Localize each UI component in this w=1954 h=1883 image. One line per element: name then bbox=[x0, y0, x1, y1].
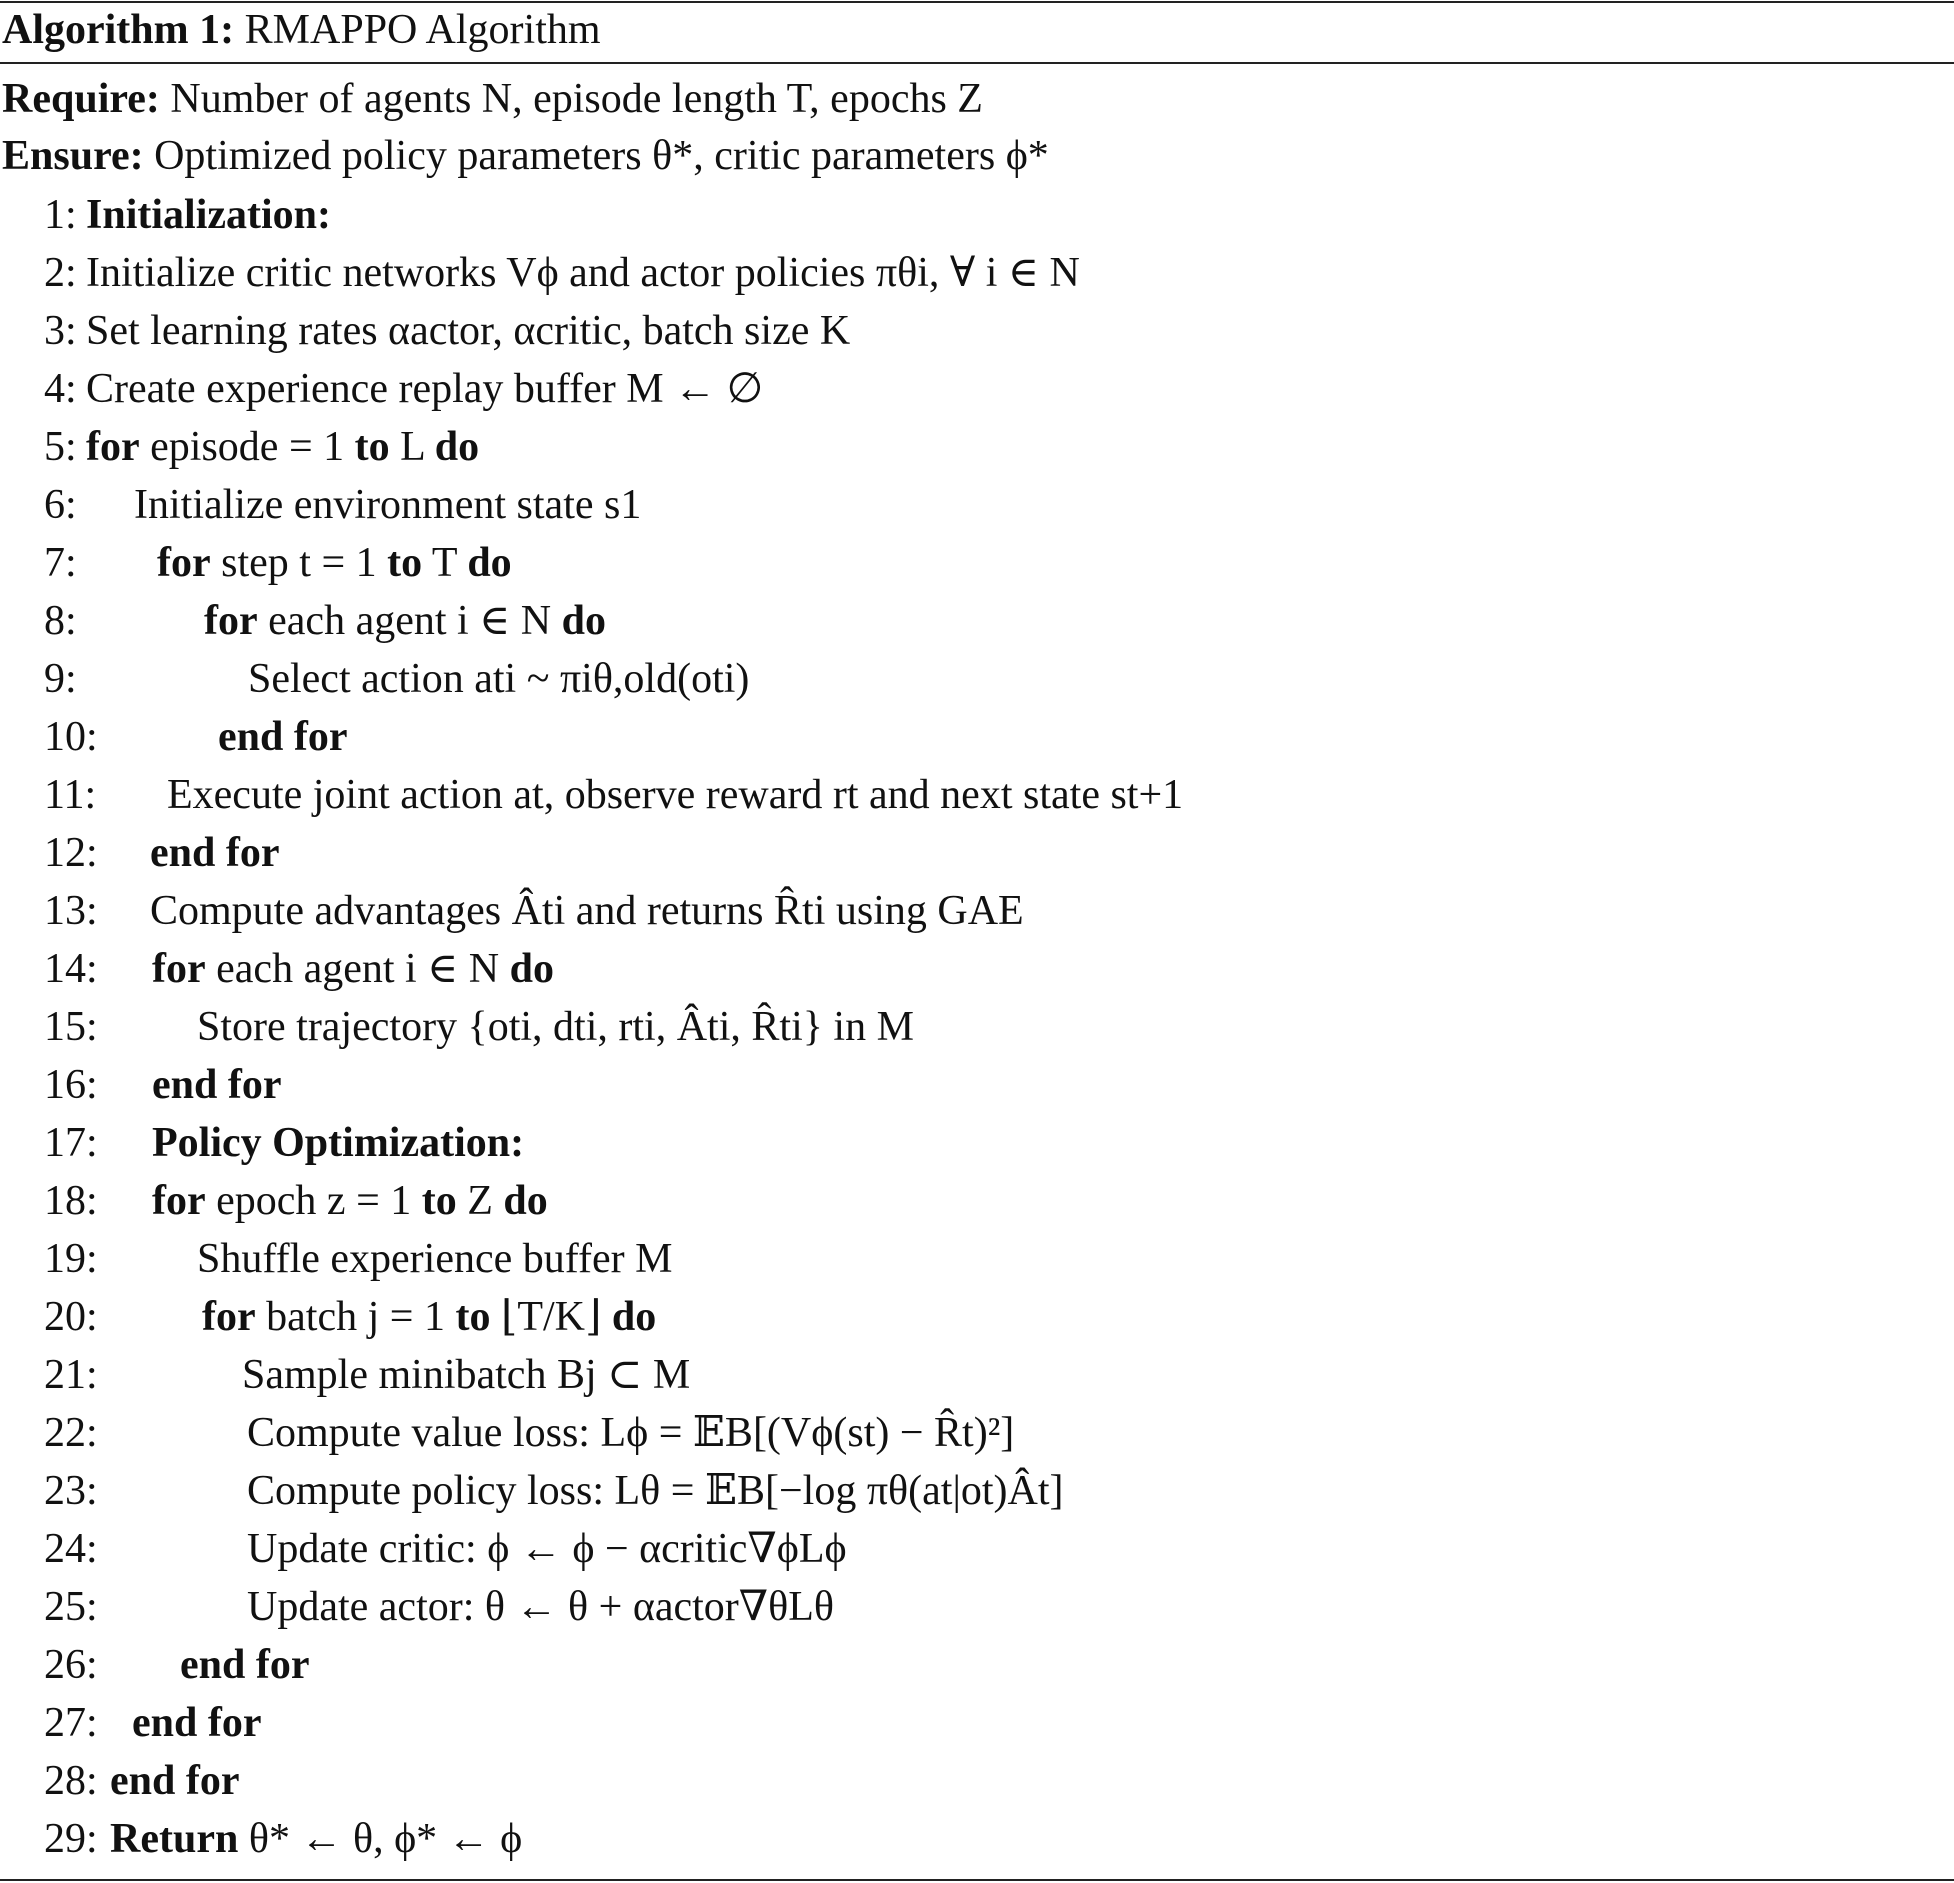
line-content bbox=[86, 244, 1080, 302]
require-label: Require: bbox=[2, 76, 160, 122]
statement-text: Set learning rates αactor, αcritic, batch size K bbox=[86, 308, 851, 354]
keyword: for bbox=[204, 598, 258, 644]
keyword: end for bbox=[152, 1062, 282, 1108]
line-content bbox=[204, 592, 606, 650]
keyword: do bbox=[611, 1294, 657, 1340]
keyword: do bbox=[434, 424, 480, 470]
keyword: Return bbox=[110, 1816, 239, 1862]
statement-text: each agent i ∈ N bbox=[268, 598, 552, 644]
line-number: 10: bbox=[44, 714, 98, 760]
ensure-text: Optimized policy parameters θ*, critic parameters ϕ* bbox=[154, 133, 1049, 179]
line-number: 28: bbox=[44, 1758, 98, 1804]
line-content bbox=[157, 534, 512, 592]
statement-text: Store trajectory {oti, dti, rti, Âti, R̂ti} in M bbox=[197, 1004, 914, 1050]
keyword: to bbox=[387, 540, 423, 586]
keyword: end for bbox=[132, 1700, 262, 1746]
line-number: 23: bbox=[44, 1468, 98, 1514]
line-number: 13: bbox=[44, 888, 98, 934]
line-number: 1: bbox=[44, 192, 77, 238]
statement-text: T bbox=[431, 540, 457, 586]
keyword: to bbox=[421, 1178, 457, 1224]
statement-text: Compute policy loss: Lθ = 𝔼B[−log πθ(at|ot)Ât] bbox=[247, 1468, 1064, 1514]
line-number: 4: bbox=[44, 366, 77, 412]
line-number: 12: bbox=[44, 830, 98, 876]
line-content bbox=[247, 1404, 1014, 1462]
line-content bbox=[86, 186, 331, 244]
line-content bbox=[86, 418, 479, 476]
line-number: 8: bbox=[44, 598, 77, 644]
statement-text: Compute advantages Âti and returns R̂ti using GAE bbox=[150, 888, 1024, 934]
algorithm-title: RMAPPO Algorithm bbox=[244, 7, 601, 53]
line-content bbox=[150, 824, 280, 882]
keyword: end for bbox=[218, 714, 348, 760]
statement-text: Sample minibatch Bj ⊂ M bbox=[242, 1352, 691, 1398]
line-content bbox=[247, 1578, 834, 1636]
keyword: for bbox=[202, 1294, 256, 1340]
keyword: do bbox=[467, 540, 512, 586]
line-number: 5: bbox=[44, 424, 77, 470]
statement-text: Select action ati ~ πiθ,old(oti) bbox=[248, 656, 750, 702]
statement-text: Execute joint action at, observe reward rt and next state st+1 bbox=[167, 772, 1184, 818]
line-content bbox=[86, 360, 763, 418]
statement-text: L bbox=[400, 424, 425, 470]
statement-text: Z bbox=[467, 1178, 493, 1224]
keyword: do bbox=[509, 946, 554, 992]
line-content bbox=[197, 1230, 672, 1288]
statement-text: Update actor: θ ← θ + αactor∇θLθ bbox=[247, 1584, 834, 1630]
line-content bbox=[197, 998, 914, 1056]
keyword: do bbox=[503, 1178, 548, 1224]
line-number: 18: bbox=[44, 1178, 98, 1224]
line-content bbox=[248, 650, 749, 708]
line-content bbox=[167, 766, 1183, 824]
require-line bbox=[2, 70, 983, 128]
line-content bbox=[152, 1172, 548, 1230]
line-number: 7: bbox=[44, 540, 77, 586]
statement-text: ⌊T/K⌋ bbox=[500, 1294, 602, 1340]
bottom-rule bbox=[0, 1879, 1954, 1881]
keyword: to bbox=[455, 1294, 491, 1340]
statement-text: Create experience replay buffer M ← ∅ bbox=[86, 366, 764, 412]
line-number: 15: bbox=[44, 1004, 98, 1050]
line-number: 19: bbox=[44, 1236, 98, 1282]
keyword: for bbox=[152, 946, 206, 992]
line-content bbox=[202, 1288, 656, 1346]
require-text: Number of agents N, episode length T, epochs Z bbox=[170, 76, 983, 122]
ensure-line bbox=[2, 127, 1049, 185]
line-content bbox=[152, 940, 554, 998]
keyword: for bbox=[86, 424, 140, 470]
line-number: 2: bbox=[44, 250, 77, 296]
keyword: Initialization: bbox=[86, 192, 332, 238]
line-content bbox=[247, 1462, 1064, 1520]
line-number: 3: bbox=[44, 308, 77, 354]
keyword: do bbox=[561, 598, 606, 644]
line-content bbox=[152, 1114, 524, 1172]
statement-text: Update critic: ϕ ← ϕ − αcritic∇ϕLϕ bbox=[247, 1526, 847, 1572]
line-number: 9: bbox=[44, 656, 77, 702]
line-number: 11: bbox=[44, 772, 97, 818]
keyword: for bbox=[157, 540, 211, 586]
keyword: Policy Optimization: bbox=[152, 1120, 525, 1166]
line-number: 29: bbox=[44, 1816, 98, 1862]
keyword: end for bbox=[110, 1758, 240, 1804]
statement-text: Initialize environment state s1 bbox=[134, 482, 642, 528]
caption-rule bbox=[0, 62, 1954, 64]
line-number: 24: bbox=[44, 1526, 98, 1572]
line-number: 6: bbox=[44, 482, 77, 528]
line-number: 26: bbox=[44, 1642, 98, 1688]
statement-text: Initialize critic networks Vϕ and actor policies πθi, ∀ i ∈ N bbox=[86, 250, 1080, 296]
line-content bbox=[132, 1694, 262, 1752]
line-content bbox=[86, 302, 850, 360]
statement-text: θ* ← θ, ϕ* ← ϕ bbox=[248, 1816, 523, 1862]
statement-text: Shuffle experience buffer M bbox=[197, 1236, 673, 1282]
line-content bbox=[247, 1520, 847, 1578]
line-content bbox=[110, 1752, 240, 1810]
line-number: 20: bbox=[44, 1294, 98, 1340]
statement-text: batch j = 1 bbox=[266, 1294, 445, 1340]
line-number: 16: bbox=[44, 1062, 98, 1108]
statement-text: epoch z = 1 bbox=[216, 1178, 412, 1224]
keyword: for bbox=[152, 1178, 206, 1224]
line-number: 17: bbox=[44, 1120, 98, 1166]
line-content bbox=[242, 1346, 690, 1404]
algorithm-caption bbox=[2, 2, 601, 58]
ensure-label: Ensure: bbox=[2, 133, 144, 179]
line-number: 21: bbox=[44, 1352, 98, 1398]
line-number: 22: bbox=[44, 1410, 98, 1456]
keyword: to bbox=[354, 424, 390, 470]
line-content bbox=[218, 708, 348, 766]
line-content bbox=[134, 476, 641, 534]
statement-text: Compute value loss: Lϕ = 𝔼B[(Vϕ(st) − R̂t)²] bbox=[247, 1410, 1015, 1456]
line-content bbox=[152, 1056, 282, 1114]
line-content bbox=[110, 1810, 522, 1868]
algorithm-label: Algorithm 1: bbox=[2, 7, 235, 53]
line-number: 27: bbox=[44, 1700, 98, 1746]
line-content bbox=[180, 1636, 310, 1694]
keyword: end for bbox=[180, 1642, 310, 1688]
line-number: 14: bbox=[44, 946, 98, 992]
line-number: 25: bbox=[44, 1584, 98, 1630]
statement-text: step t = 1 bbox=[221, 540, 377, 586]
statement-text: episode = 1 bbox=[150, 424, 345, 470]
keyword: end for bbox=[150, 830, 280, 876]
statement-text: each agent i ∈ N bbox=[216, 946, 500, 992]
line-content bbox=[150, 882, 1024, 940]
